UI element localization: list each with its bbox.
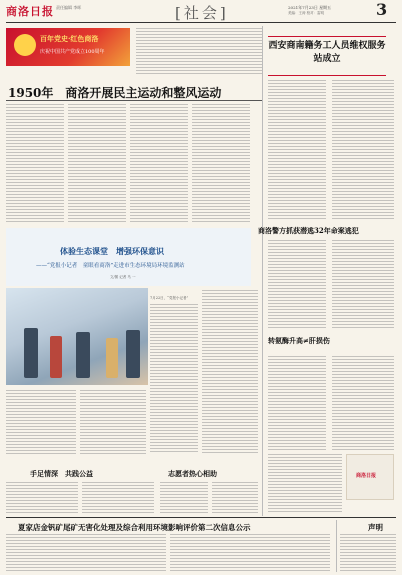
staff-info: 美编：王涛 校对：雷明 [288,11,325,15]
text-column [68,104,126,224]
text-column [202,290,258,454]
text-column [268,240,326,330]
news-photo [6,288,148,385]
photo-caption: 7月22日，“党报小记者” [150,296,189,300]
feature-title: 体验生态课堂 增强环保意识 [60,246,164,256]
text-column [170,534,330,572]
text-column [130,104,188,224]
text-column [332,240,394,330]
feature-subtitle: ——“党报小记者 童眼看商洛”走进市生态环境局环境监测站 [36,263,185,269]
issue-date: 2021年7月23日 星期五 [288,5,332,10]
text-column [160,482,208,514]
story-headline: 手足情深 共践公益 [30,469,93,478]
text-column [6,390,76,456]
page-number: 3 [376,0,388,19]
text-column [212,482,258,514]
text-column [192,104,250,224]
notice-headline: 夏家店金钒矿尾矿无害化处理及综合利用环境影响评价第二次信息公示 [18,523,251,532]
text-column [332,356,394,450]
column-divider [262,26,263,516]
right-headline: 西安商南籍务工人员维权服务站成立 [268,41,386,64]
text-column [150,304,198,454]
story-headline: 志愿者热心相助 [168,469,217,478]
text-column [6,482,78,514]
feature-byline: 文/图 记者 马 一 [110,275,136,279]
column-divider [336,520,337,572]
text-column [268,80,326,220]
text-column [268,356,326,450]
history-banner [6,28,130,66]
section-title: [社会] [175,4,229,22]
text-column [268,454,342,514]
police-headline: 商洛警方抓获潜逃32年命案逃犯 [258,226,359,235]
banner-title: 百年党史·红色商洛 [40,34,99,43]
statement-headline: 声明 [368,523,383,532]
health-headline: 转氨酶升高≠肝损伤 [268,336,330,345]
header-rule [6,22,396,23]
headline-rule [6,100,262,101]
editor-info: 责任编辑 李晖 [56,5,82,10]
text-column [6,104,64,224]
text-column [6,534,166,572]
banner-subtitle: 庆祝中国共产党成立100周年 [40,49,105,55]
newspaper-logo: 商洛日报 [6,5,54,18]
text-column [82,482,154,514]
text-column [80,390,146,456]
text-column [340,534,396,572]
section-rule [6,517,396,518]
party-emblem-icon [14,34,36,56]
text-column [136,28,262,76]
main-headline: 1950年 商洛开展民主运动和整风运动 [8,86,222,100]
stamp-text: 商洛日报 [356,473,377,479]
text-column [332,80,394,220]
